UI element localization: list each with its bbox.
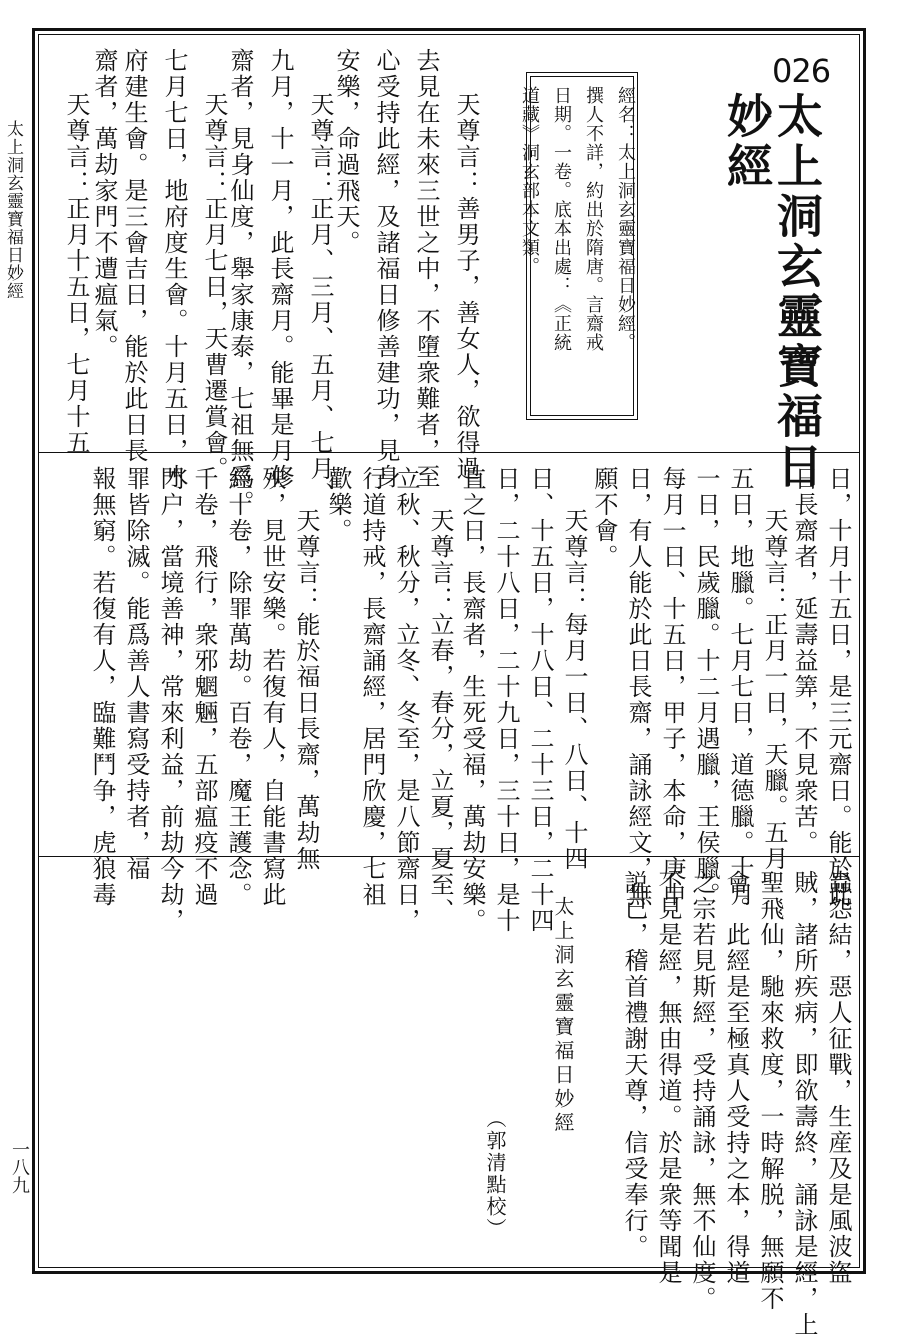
middle-column: 五日，地臘。七月七日，道德臘。十月 bbox=[726, 466, 754, 908]
middle-column: 行道持戒，長齋誦經，居門欣慶，七祖 bbox=[358, 466, 386, 908]
page-number: 一八九 bbox=[9, 1140, 30, 1194]
middle-column: 日長齋者，延壽益筭，不見衆苦。 bbox=[790, 466, 818, 856]
middle-column: 天尊言：正月一日，天臘。五月 bbox=[760, 508, 788, 872]
info-line: 經名：太上洞玄靈寶福日妙經。 bbox=[615, 86, 636, 352]
middle-column: 罪皆除滅。能爲善人書寫受持者，福 bbox=[122, 466, 150, 882]
page-title: 太上洞玄靈寶福日 bbox=[770, 92, 824, 492]
top-column: 天尊言：正月、三月、五月、七月、 bbox=[306, 92, 334, 508]
middle-column: 日，有人能於此日長齋，誦詠經文，無 bbox=[624, 466, 652, 908]
bottom-column: 之宗若見斯經，受持誦詠，無不仙度。 bbox=[688, 870, 716, 1312]
middle-column: 門户，當境善神，常來利益，前劫今劫， bbox=[156, 466, 184, 934]
middle-column: 天尊言：能於福日長齋，萬劫無 bbox=[292, 508, 320, 872]
info-line: 道藏》洞玄部本文類。 bbox=[519, 86, 540, 276]
middle-column: 經十卷，除罪萬劫。百卷，魔王護念。 bbox=[224, 466, 252, 908]
top-column: 七月七日，地府度生會。十月五日，水 bbox=[160, 48, 188, 490]
middle-column: 每月一日、十五日，甲子，本命，庚申 bbox=[658, 466, 686, 908]
top-column: 天尊言：正月七日，天曹遷賞會。 bbox=[200, 92, 228, 482]
top-column: 心受持此經，及諸福日修善建功，見身 bbox=[372, 48, 400, 490]
middle-column: 天尊言：立春，春分，立夏，夏至、 bbox=[426, 508, 454, 924]
bottom-column: 賊，諸所疾病，即欲壽終，誦詠是經，上 bbox=[790, 870, 818, 1338]
top-column: 去見在未來三世之中，不墮衆難者，至 bbox=[412, 48, 440, 490]
end-title: 太上洞玄靈寶福日妙經 bbox=[551, 896, 575, 1136]
middle-column: 報無窮。若復有人，臨難鬥争，虎狼毒 bbox=[88, 466, 116, 908]
top-column: 齋者，見身仙度，舉家康泰，七祖無爲。 bbox=[226, 48, 254, 516]
middle-column: 日，十月十五日，是三元齋日。能於此 bbox=[824, 466, 852, 908]
top-column: 安樂，命過飛天。 bbox=[332, 48, 360, 256]
proofreader-note: （郭清點校） bbox=[483, 1108, 507, 1240]
middle-column: 天尊言：每月一日、八日、十四 bbox=[560, 508, 588, 872]
running-title: 太上洞玄靈寶福日妙經 bbox=[3, 120, 23, 300]
top-column: 九月，十一月，此長齋月。能畢是月修 bbox=[266, 48, 294, 490]
middle-column: 殃，見世安樂。若復有人，自能書寫此 bbox=[258, 466, 286, 908]
bottom-column: 説已，稽首禮謝天尊，信受奉行。 bbox=[620, 870, 648, 1260]
bottom-column: 聖飛仙，馳來救度，一時解脱，無願不 bbox=[756, 870, 784, 1312]
info-line: 日期。一卷。底本出處：《正統 bbox=[551, 86, 572, 352]
top-column: 齋者，萬劫家門不遭瘟氣。 bbox=[90, 48, 118, 360]
info-line: 撰人不詳，約出於隋唐。言齋戒 bbox=[583, 86, 604, 352]
page-title-line2: 妙經 bbox=[720, 92, 774, 192]
bottom-column: 會。此經是至極真人受持之本，得道 bbox=[722, 870, 750, 1286]
middle-column: 日，二十八日，二十九日，三十日，是十 bbox=[492, 466, 520, 934]
middle-column: 歡樂。 bbox=[324, 466, 352, 544]
bottom-column: 不見是經，無由得道。於是衆等聞是 bbox=[654, 870, 682, 1286]
middle-column: 一日，民歲臘。十二月遇臘，王侯臘。 bbox=[692, 466, 720, 908]
middle-column: 日、十五日，十八日、二十三日，二十四 bbox=[526, 466, 554, 934]
text-number: 026 bbox=[772, 52, 831, 90]
middle-column: 直之日，長齋者，生死受福，萬劫安樂。 bbox=[458, 466, 486, 934]
top-column: 天尊言：正月十五日，七月十五 bbox=[62, 92, 90, 456]
bottom-column: 蟲怨結，惡人征戰，生産及是風波盜 bbox=[824, 870, 852, 1286]
middle-column: 願不會。 bbox=[590, 466, 618, 570]
middle-column: 立秋、秋分，立冬、冬至，是八節齋日， bbox=[392, 466, 420, 934]
top-column: 府建生會。是三會吉日，能於此日長 bbox=[120, 48, 148, 464]
top-column: 天尊言：善男子，善女人，欲得過 bbox=[452, 92, 480, 482]
middle-column: 千卷，飛行，衆邪魍魎，五部瘟疫不過 bbox=[190, 466, 218, 908]
